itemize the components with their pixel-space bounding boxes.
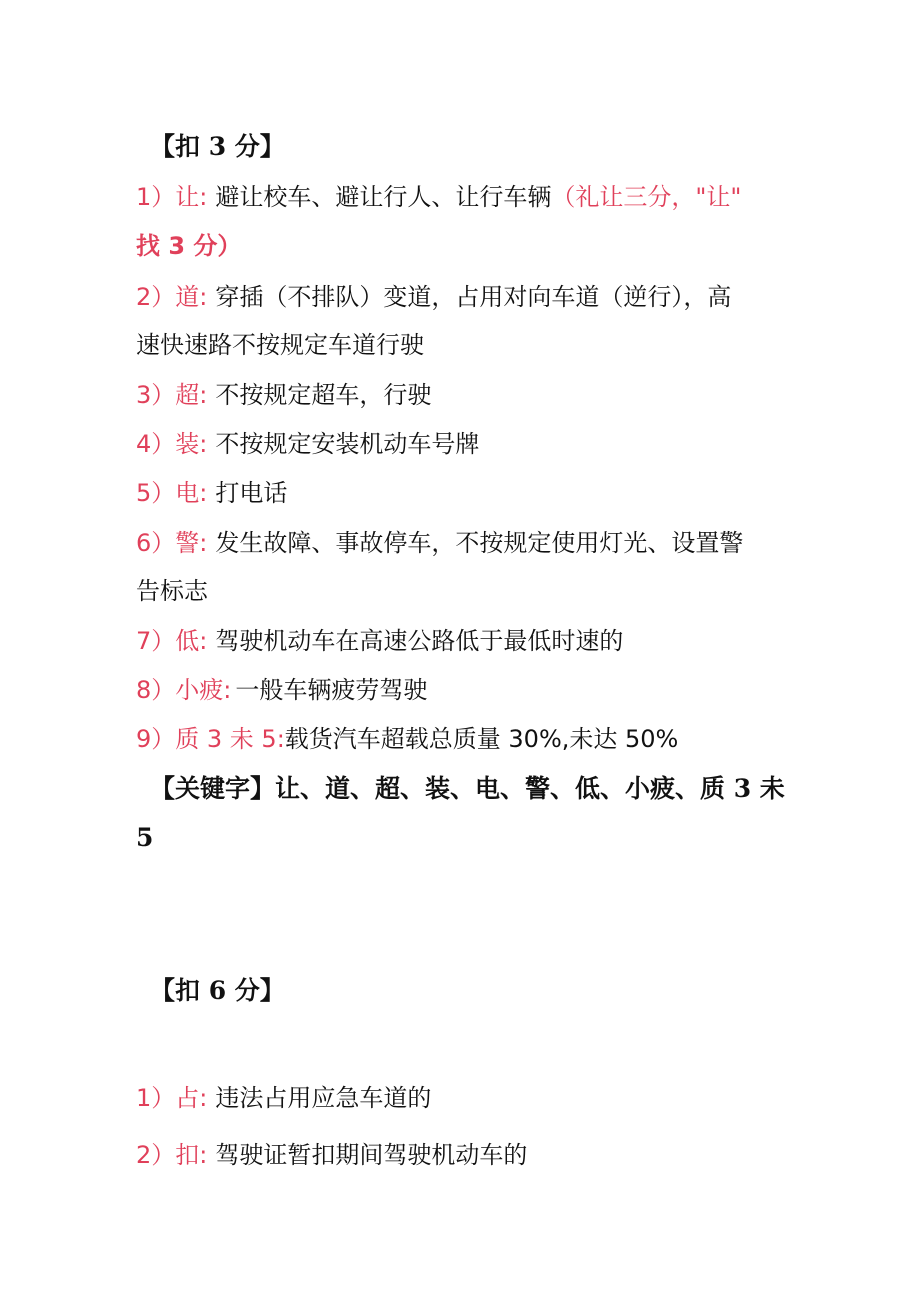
item-label: 2）道: (136, 283, 208, 311)
item-text: 一般车辆疲劳驾驶 (235, 676, 428, 704)
list-item (136, 182, 741, 212)
item-text: 违法占用应急车道的 (215, 1084, 432, 1112)
list-item (136, 528, 743, 558)
list-item-continuation (136, 576, 208, 606)
item-label: 1）占: (136, 1084, 208, 1112)
item-label: 7）低: (136, 627, 208, 655)
item-label: 2）扣: (136, 1141, 208, 1169)
item-label: 8）小疲: (136, 676, 232, 704)
item-text: 不按规定超车，行驶 (215, 381, 432, 409)
list-item (136, 626, 623, 656)
keywords-line: 【关键字】让、道、超、装、电、警、低、小疲、质 3 未 (150, 774, 785, 803)
item-text: 打电话 (215, 479, 288, 507)
item-label: 4）装: (136, 430, 208, 458)
item-text: 载货汽车超载总质量 30%,未达 50% (284, 725, 679, 753)
item-label: 5）电: (136, 479, 208, 507)
item-note: （礼让三分，"让" (551, 183, 742, 211)
item-text: 驾驶机动车在高速公路低于最低时速的 (215, 627, 624, 655)
item-text-continuation: 告标志 (136, 577, 208, 605)
list-item (136, 429, 479, 459)
section-heading-deduct-6: 【扣 6 分】 (150, 976, 285, 1005)
item-text: 驾驶证暂扣期间驾驶机动车的 (215, 1141, 528, 1169)
item-text: 不按规定安装机动车号牌 (215, 430, 480, 458)
list-item (136, 1083, 431, 1113)
item-text: 避让校车、避让行人、让行车辆 (215, 183, 552, 211)
item-label: 9）质 3 未 5: (136, 725, 285, 753)
item-text: 发生故障、事故停车，不按规定使用灯光、设置警 (215, 529, 744, 557)
item-label: 1）让: (136, 183, 208, 211)
list-item-continuation (136, 231, 241, 261)
list-item (136, 478, 287, 508)
item-note-continuation: 找 3 分） (136, 232, 242, 260)
item-label: 6）警: (136, 529, 208, 557)
section-heading-deduct-3: 【扣 3 分】 (150, 132, 285, 161)
list-item-continuation (136, 330, 424, 360)
item-label: 3）超: (136, 381, 208, 409)
list-item (136, 380, 431, 410)
keywords-line-continuation: 5 (136, 823, 154, 852)
list-item (136, 724, 678, 754)
item-text: 穿插（不排队）变道，占用对向车道（逆行），高 (215, 283, 732, 311)
list-item (136, 282, 731, 312)
list-item (136, 675, 427, 705)
list-item (136, 1140, 527, 1170)
item-text-continuation: 速快速路不按规定车道行驶 (136, 331, 424, 359)
